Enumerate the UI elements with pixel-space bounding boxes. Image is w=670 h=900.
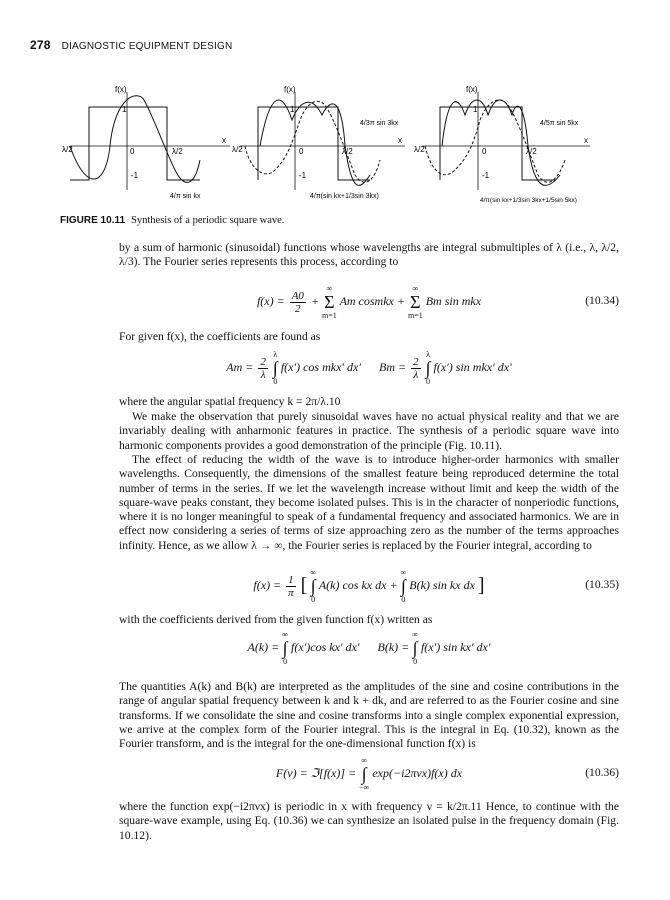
eq4-int-b-top: ∞ (412, 630, 418, 639)
eq2-frac-a (258, 356, 268, 381)
eq3-int-a: ∞ ∫ 0 (310, 568, 317, 604)
eq2-int-b: λ ∫ 0 (425, 350, 431, 386)
eq5-int-bottom: −∞ (359, 783, 370, 792)
eq2-int-a-body: f(x′) cos mkx′ dx′ (280, 359, 361, 374)
panel-1-minus-one: -1 (131, 171, 139, 180)
panel-2-x: x (398, 136, 402, 145)
panel-2-one: 1 (290, 105, 295, 114)
figure-square-wave-synthesis (60, 80, 620, 212)
paragraph-2: For given f(x), the coefficients are found as (119, 330, 321, 343)
panel-3-left-tick: λ/2 (414, 145, 425, 154)
eq1-sum-1: ∞ Σ m=1 (322, 284, 337, 320)
eq3-fraction (286, 574, 296, 599)
paragraph-4: We make the observation that purely sinusoidal waves have no actual physical reality and that we are invariably dealing with anharmonic features in practice. The synthesis of a periodic square wave into harmonic components provides a good demonstration of the principle (Fig. 10.11). (119, 410, 619, 452)
eq2-int-a-bottom: 0 (273, 377, 278, 386)
eq3-term-a: A(k) cos kx dx + (318, 577, 398, 592)
eq2-frac-a-num: 2 (260, 355, 266, 368)
panel-3-x: x (584, 136, 588, 145)
eq4-b: B(k) = (377, 639, 410, 654)
paragraph-8: where the function exp(−i2πνx) is periodic in x with frequency ν = k/2π.11 Hence, to continue with the square-wave example, using Eq. (10.36) we can synthesize an isolated pulse in the frequency domain (Fig. 10.12). (119, 800, 619, 842)
eq4-int-b: ∞ ∫ 0 (412, 630, 418, 666)
eq1-term1: Am cosmkx + (339, 293, 405, 308)
panel-2-label: f(x) (284, 85, 296, 94)
panel-3-minus-one: -1 (482, 171, 490, 180)
eq2-bm: Bm = (378, 359, 407, 374)
eq2-frac-b (411, 356, 421, 381)
panel-1-bottom-label: 4/π sin kx (170, 193, 201, 200)
panel-3-label: f(x) (466, 85, 478, 94)
paragraph-3: where the angular spatial frequency k = 2π/λ.10 (119, 395, 341, 408)
equation-10-34: f(x) = $\frac{A0}{2}$ + ∞ Σ m=1 Am cosmkx + ∞ Σ m=1 Bm sin mkx (10.34) (256, 284, 619, 320)
panel-2-top-label: 4/3π sin 3kx (360, 120, 399, 127)
figure-caption (60, 215, 284, 226)
panel-1-one: 1 (122, 105, 127, 114)
eq4-int-b-bottom: 0 (413, 657, 418, 666)
eq2-am: Am = (226, 359, 254, 374)
eq5-lhs: F(ν) = ℑ[f(x)] = (275, 765, 357, 780)
paragraph-7: The quantities A(k) and B(k) are interpreted as the amplitudes of the sine and cosine contributions in the range of angular spatial frequency between k and k + dk, and are referred to as the Fourier cosine and sine transforms. If we consolidate the sine and cosine transforms into a single complex exponential expression, we arrive at the complex form of the Fourier integral. This is the integral in Eq. (10.32), known as the Fourier transform, and is the integral for the one-dimensional function f(x) is (119, 680, 619, 751)
eq1-sum1-bottom: m=1 (322, 311, 337, 320)
eq2-int-b-bottom: 0 (426, 377, 431, 386)
eq3-one: 1 (288, 573, 294, 586)
eq3-int-a-bottom: 0 (311, 595, 316, 604)
eq4-int-b-body: f(x′) sin kx′ dx′ (420, 639, 491, 654)
eq3-int-a-top: ∞ (310, 568, 317, 577)
eq2-frac-a-den: λ (260, 368, 266, 381)
eq1-a0: A0 (291, 289, 304, 302)
panel-2-zero: 0 (299, 147, 304, 156)
eq4-int-a-top: ∞ (282, 630, 288, 639)
eq2-int-b-body: f(x′) sin mkx′ dx′ (433, 359, 512, 374)
eq1-sum-2: ∞ Σ m=1 (407, 284, 423, 320)
panel-1-label: f(x) (115, 85, 127, 94)
eq2-int-a: λ ∫ 0 (272, 350, 278, 386)
page-header (30, 38, 232, 52)
panel-3-right-tick: λ/2 (526, 147, 537, 156)
panel-3-top-label: 4/5π sin 5kx (540, 120, 579, 127)
eq1-sum2-bottom: m=1 (407, 311, 423, 320)
page-number: 278 (30, 38, 51, 52)
paragraph-1: by a sum of harmonic (sinusoidal) functions whose wavelengths are integral submultiples of λ (i.e., λ, λ/2, λ/3). The Fourier series represents this process, according to (119, 241, 619, 269)
panel-3-bottom-label: 4/π(sin kx+1/3sin 3kx+1/5sin 5kx) (480, 197, 577, 204)
eq3-term-b: B(k) sin kx dx (409, 577, 475, 592)
panel-3-one: 1 (473, 105, 478, 114)
panel-2 (232, 85, 405, 200)
panel-2-minus-one: -1 (299, 171, 307, 180)
panel-1-zero: 0 (130, 147, 135, 156)
figure-svg (60, 80, 620, 212)
equation-10-36 (119, 756, 619, 796)
panel-3 (414, 85, 590, 204)
equation-10-35: f(x) = $\frac{1}{\pi}$ [ ∞ ∫ 0 A(k) cos kx dx + ∞ ∫ 0 B(k) sin kx dx ] (10.35) (253, 568, 619, 604)
eq2-int-b-top: λ (426, 350, 430, 359)
eq5-number: (10.36) (585, 766, 619, 779)
eq1-two: 2 (295, 302, 301, 315)
panel-1-x: x (222, 136, 226, 145)
eq4-int-a-bottom: 0 (283, 657, 288, 666)
panel-1 (62, 85, 230, 200)
eq3-int-b-bottom: 0 (401, 595, 406, 604)
panel-2-left-tick: λ/2 (232, 145, 243, 154)
eq1-sum1-top: ∞ (326, 284, 333, 293)
eq2-frac-b-num: 2 (413, 355, 419, 368)
eq1-number: (10.34) (585, 294, 619, 307)
eq1-term2: Bm sin mkx (425, 293, 482, 308)
panel-2-bottom-label: 4/π(sin kx+1/3sin 3kx) (310, 193, 379, 200)
panel-3-zero: 0 (482, 147, 487, 156)
eq1-lhs: f(x) = (256, 293, 285, 308)
eq3-pi: π (288, 586, 294, 599)
paragraph-5: The effect of reducing the width of the wave is to introduce higher-order harmonics with smaller wavelengths. Consequently, the dimensions of the smallest feature being reproduced determine the total number of terms in the series. If we let the wavelength increase without limit and keep the width of the square-wave peaks constant, they become isolated pulses. This is in the character of nonperiodic functions, where it is no longer meaningful to speak of a fundamental frequency and associated harmonics. We are in effect now considering a series of terms of size approaching zero as the number of the terms approaches infinity. Hence, as we allow λ → ∞, the Fourier series is replaced by the Fourier integral, according to (119, 453, 619, 552)
eq4-a: A(k) = (247, 639, 280, 654)
eq4-int-a-body: f(x′)cos kx′ dx′ (290, 639, 360, 654)
caption-text: Synthesis of a periodic square wave. (131, 215, 285, 226)
equation-coefficients (119, 350, 619, 390)
eq1-sum2-top: ∞ (412, 284, 419, 293)
equation-transforms (119, 630, 619, 670)
panel-1-left-tick: λ/2 (62, 145, 73, 154)
panel-1-right-tick: λ/2 (172, 147, 183, 156)
caption-label: FIGURE 10.11 (60, 215, 126, 226)
eq1-fraction (290, 290, 306, 315)
eq5-int-top: ∞ (361, 756, 368, 765)
paragraph-6: with the coefficients derived from the given function f(x) written as (119, 613, 433, 626)
eq3-lhs: f(x) = (253, 577, 282, 592)
eq2-int-a-top: λ (273, 350, 278, 359)
eq3-number: (10.35) (585, 578, 619, 591)
panel-2-right-tick: λ/2 (342, 147, 353, 156)
eq5-int: ∞ ∫ −∞ (359, 756, 370, 792)
eq3-int-b-top: ∞ (400, 568, 407, 577)
eq5-rhs: exp(−i2πνx)f(x) dx (372, 765, 463, 780)
eq4-int-a: ∞ ∫ 0 (282, 630, 288, 666)
eq3-int-b: ∞ ∫ 0 (400, 568, 407, 604)
eq2-frac-b-den: λ (413, 368, 419, 381)
running-title: DIAGNOSTIC EQUIPMENT DESIGN (61, 41, 233, 52)
